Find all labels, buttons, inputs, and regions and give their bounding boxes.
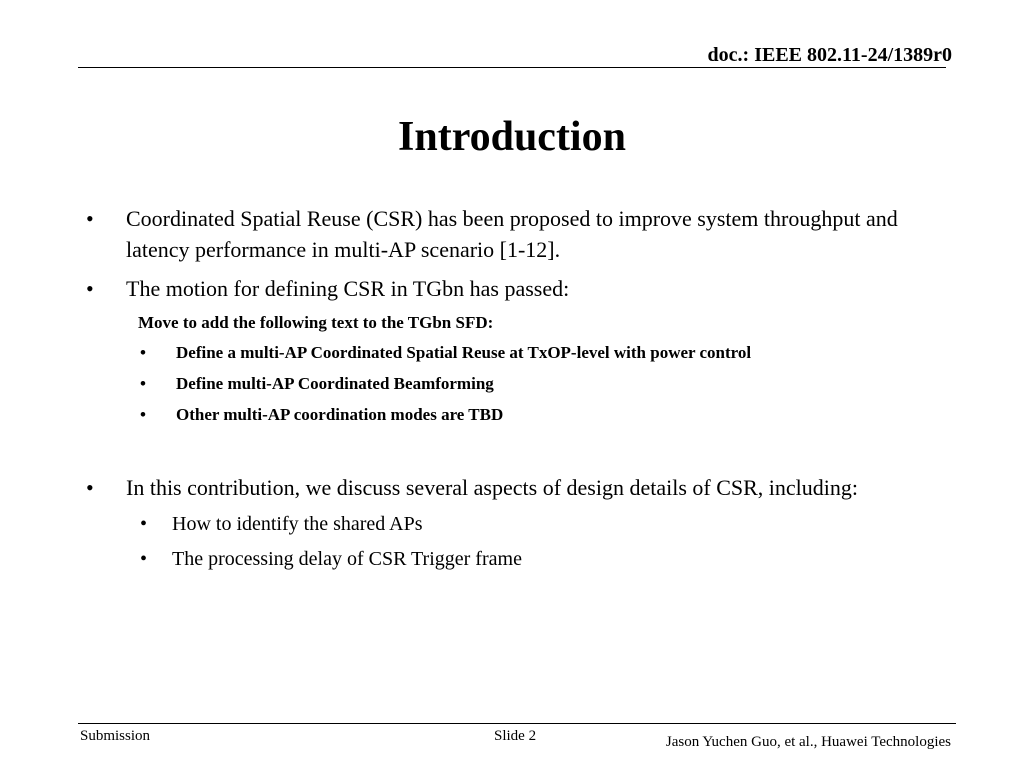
slide-body bbox=[84, 203, 904, 581]
sub-item-text: How to identify the shared APs bbox=[172, 513, 423, 535]
bullet-marker: • bbox=[86, 475, 94, 500]
bullet-marker: • bbox=[140, 374, 146, 393]
bullet-marker: • bbox=[86, 206, 94, 231]
motion-item bbox=[140, 342, 904, 364]
sub-item bbox=[140, 511, 904, 537]
sub-item bbox=[140, 546, 904, 572]
bullet-marker: • bbox=[140, 548, 148, 570]
motion-item bbox=[140, 373, 904, 395]
bullet-marker: • bbox=[140, 513, 148, 535]
bullet-marker: • bbox=[86, 276, 94, 301]
motion-item-text: Define multi-AP Coordinated Beamforming bbox=[176, 374, 494, 393]
document-id: doc.: IEEE 802.11-24/1389r0 bbox=[707, 44, 952, 66]
bullet-contribution bbox=[84, 472, 904, 503]
bullet-marker: • bbox=[140, 343, 146, 362]
bullet-marker: • bbox=[140, 405, 146, 424]
motion-item-text: Other multi-AP coordination modes are TBD bbox=[176, 405, 504, 424]
header-rule bbox=[78, 67, 946, 68]
bullet-csr-proposal bbox=[84, 203, 904, 265]
slide-title: Introduction bbox=[398, 114, 626, 160]
motion-item bbox=[140, 404, 904, 426]
bullet-text: The motion for defining CSR in TGbn has passed: bbox=[126, 276, 570, 301]
sub-item-text: The processing delay of CSR Trigger frame bbox=[172, 548, 522, 570]
bullet-text: In this contribution, we discuss several aspects of design details of CSR, including: bbox=[126, 475, 859, 500]
footer-rule bbox=[78, 723, 956, 724]
motion-heading: Move to add the following text to the TGbn SFD: bbox=[138, 313, 494, 332]
footer-submission: Submission bbox=[80, 728, 151, 744]
slide-number: Slide 2 bbox=[494, 728, 537, 744]
motion-item-text: Define a multi-AP Coordinated Spatial Reuse at TxOP-level with power control bbox=[176, 343, 752, 362]
footer-authors: Jason Yuchen Guo, et al., Huawei Technologies bbox=[665, 734, 951, 750]
bullet-text: Coordinated Spatial Reuse (CSR) has been proposed to improve system throughput and latency performance in multi-AP scenario [1-12]. bbox=[126, 206, 898, 262]
bullet-motion-passed bbox=[84, 273, 904, 304]
